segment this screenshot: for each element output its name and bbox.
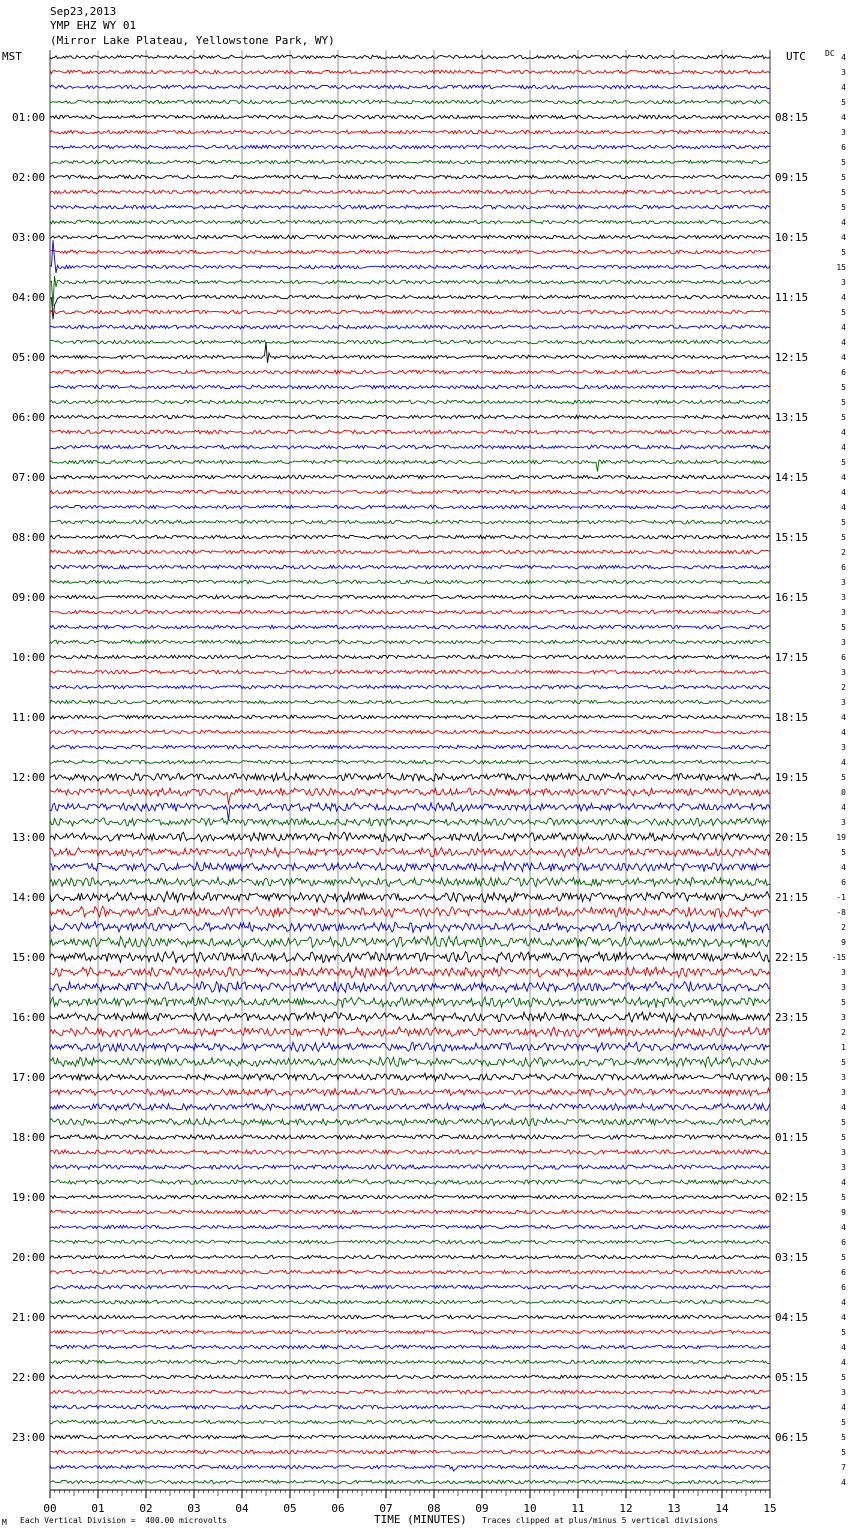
station-location: (Mirror Lake Plateau, Yellowstone Park, WY) <box>50 34 335 47</box>
seismic-trace <box>50 310 770 314</box>
seismic-trace <box>50 1465 770 1471</box>
x-axis-title: TIME (MINUTES) <box>374 1513 467 1526</box>
seismic-trace <box>50 906 770 917</box>
seismic-trace <box>50 1300 770 1304</box>
seismic-trace <box>50 670 770 674</box>
utc-hour-label: 20:15 <box>775 831 809 844</box>
seismic-trace <box>50 160 770 164</box>
utc-hour-label: 22:15 <box>775 951 809 964</box>
dc-offset-label: 15 <box>836 263 846 272</box>
seismic-trace <box>50 250 770 254</box>
utc-hour-label: 23:15 <box>775 1011 809 1024</box>
dc-offset-label: 4 <box>841 428 846 437</box>
dc-offset-label: 5 <box>841 383 846 392</box>
seismic-trace <box>50 1285 770 1289</box>
dc-offset-label: 5 <box>841 1253 846 1262</box>
dc-offset-label: 4 <box>841 53 846 62</box>
seismic-trace <box>50 276 770 306</box>
x-tick-label: 05 <box>283 1502 297 1515</box>
seismic-trace <box>50 803 770 821</box>
seismic-trace <box>50 535 770 539</box>
seismic-trace <box>50 1042 770 1052</box>
seismic-trace <box>50 1073 770 1081</box>
utc-hour-label: 17:15 <box>775 651 809 664</box>
dc-offset-label: 5 <box>841 203 846 212</box>
dc-offset-label: 3 <box>841 608 846 617</box>
seismic-trace <box>50 1450 770 1454</box>
seismic-trace <box>50 1240 770 1244</box>
station-code: YMP EHZ WY 01 <box>50 19 137 32</box>
dc-offset-label: 7 <box>841 1463 846 1472</box>
seismic-trace <box>50 430 770 434</box>
x-tick-label: 14 <box>715 1502 729 1515</box>
seismic-trace <box>50 1390 770 1394</box>
mst-hour-label: 18:00 <box>12 1131 46 1144</box>
seismic-trace <box>50 862 770 872</box>
dc-offset-label: 2 <box>841 548 846 557</box>
dc-offset-label: 4 <box>841 443 846 452</box>
seismic-trace <box>50 342 770 363</box>
dc-offset-label: 6 <box>841 563 846 572</box>
dc-offset-label: 4 <box>841 338 846 347</box>
seismic-trace <box>50 1480 770 1484</box>
seismic-trace <box>50 325 770 329</box>
seismic-trace <box>50 832 770 841</box>
dc-offset-label: 5 <box>841 1328 846 1337</box>
dc-offset-label: 4 <box>841 1298 846 1307</box>
seismic-trace <box>50 1330 770 1334</box>
seismic-trace <box>50 730 770 734</box>
dc-offset-label: 3 <box>841 1148 846 1157</box>
seismic-trace <box>50 1135 770 1139</box>
mst-hour-label: 12:00 <box>12 771 46 784</box>
dc-offset-label: 5 <box>841 308 846 317</box>
x-tick-label: 09 <box>475 1502 489 1515</box>
dc-offset-label: 5 <box>841 848 846 857</box>
seismic-trace <box>50 400 770 404</box>
mst-hour-label: 11:00 <box>12 711 46 724</box>
dc-offset-label: 6 <box>841 368 846 377</box>
dc-offset-label: 4 <box>841 758 846 767</box>
seismic-trace <box>50 685 770 689</box>
utc-hour-label: 00:15 <box>775 1071 809 1084</box>
dc-offset-label: 4 <box>841 1313 846 1322</box>
dc-offset-label: 5 <box>841 1193 846 1202</box>
dc-offset-label: 5 <box>841 413 846 422</box>
dc-offset-label: 4 <box>841 83 846 92</box>
seismic-trace <box>50 370 770 374</box>
mst-hour-label: 19:00 <box>12 1191 46 1204</box>
mst-label: MST <box>2 50 22 63</box>
x-tick-label: 10 <box>523 1502 537 1515</box>
dc-offset-label: 4 <box>841 1103 846 1112</box>
utc-hour-label: 11:15 <box>775 291 809 304</box>
utc-hour-label: 03:15 <box>775 1251 809 1264</box>
seismic-trace <box>50 700 770 704</box>
dc-offset-label: 5 <box>841 1418 846 1427</box>
seismic-trace <box>50 952 770 963</box>
x-tick-label: 13 <box>667 1502 681 1515</box>
dc-offset-label: 3 <box>841 1163 846 1172</box>
dc-offset-label: 3 <box>841 818 846 827</box>
x-tick-label: 06 <box>331 1502 345 1515</box>
seismic-trace <box>50 145 770 149</box>
mst-hour-label: 14:00 <box>12 891 46 904</box>
dc-offset-label: 4 <box>841 728 846 737</box>
seismic-trace <box>50 640 770 644</box>
dc-offset-label: 19 <box>836 833 846 842</box>
mst-hour-label: 03:00 <box>12 231 46 244</box>
seismic-trace <box>50 505 770 509</box>
dc-offset-label: 5 <box>841 98 846 107</box>
dc-offset-label: 4 <box>841 1403 846 1412</box>
mst-hour-label: 20:00 <box>12 1251 46 1264</box>
seismic-trace <box>50 130 770 134</box>
corner-mark: M <box>2 1518 7 1527</box>
dc-offset-label: 4 <box>841 218 846 227</box>
seismic-trace <box>50 655 770 659</box>
seismic-trace <box>50 1210 770 1214</box>
dc-offset-label: 6 <box>841 143 846 152</box>
dc-offset-label: 2 <box>841 923 846 932</box>
dc-offset-label: 3 <box>841 1088 846 1097</box>
seismic-trace <box>50 445 770 449</box>
seismic-trace <box>50 715 770 719</box>
mst-hour-label: 17:00 <box>12 1071 46 1084</box>
dc-offset-label: 5 <box>841 773 846 782</box>
utc-hour-label: 02:15 <box>775 1191 809 1204</box>
seismic-trace <box>50 550 770 554</box>
dc-offset-label: 4 <box>841 713 846 722</box>
seismic-trace <box>50 1088 770 1095</box>
dc-offset-label: 3 <box>841 698 846 707</box>
time-axis <box>43 1490 776 1515</box>
seismic-trace <box>50 997 770 1008</box>
dc-offset-label: 2 <box>841 1028 846 1037</box>
dc-offset-label: 6 <box>841 878 846 887</box>
dc-offset-label: 3 <box>841 128 846 137</box>
seismic-trace <box>50 595 770 599</box>
seismic-trace <box>50 1180 770 1184</box>
seismic-trace <box>50 1027 770 1037</box>
dc-label: DC <box>825 49 835 58</box>
seismic-trace <box>50 1375 770 1379</box>
dc-offset-label: 9 <box>841 938 846 947</box>
dc-offset-label: 3 <box>841 983 846 992</box>
x-tick-label: 12 <box>619 1502 633 1515</box>
seismic-trace <box>50 1435 770 1439</box>
dc-offset-label: 4 <box>841 113 846 122</box>
seismic-trace <box>50 1315 770 1319</box>
dc-offset-label: 3 <box>841 743 846 752</box>
seismic-trace <box>50 475 770 479</box>
seismic-trace <box>50 385 770 389</box>
seismic-trace <box>50 70 770 74</box>
dc-offset-label: 5 <box>841 188 846 197</box>
seismic-trace <box>50 773 770 781</box>
dc-offset-label: 3 <box>841 968 846 977</box>
seismic-trace <box>50 415 770 419</box>
seismic-trace <box>50 1420 770 1424</box>
mst-hour-label: 13:00 <box>12 831 46 844</box>
dc-offset-label: 3 <box>841 638 846 647</box>
seismic-trace <box>50 115 770 119</box>
mst-hour-label: 08:00 <box>12 531 46 544</box>
seismic-trace <box>50 892 770 903</box>
dc-offset-label: 6 <box>841 1283 846 1292</box>
seismic-trace <box>50 85 770 89</box>
x-tick-label: 11 <box>571 1502 585 1515</box>
utc-hour-label: 16:15 <box>775 591 809 604</box>
dc-offset-label: 4 <box>841 803 846 812</box>
record-date: Sep23,2013 <box>50 5 117 18</box>
x-tick-label: 15 <box>763 1502 777 1515</box>
dc-offset-label: -1 <box>836 893 846 902</box>
seismic-trace <box>50 235 770 239</box>
seismic-trace <box>50 1270 770 1274</box>
seismic-trace <box>50 610 770 614</box>
dc-offset-label: 4 <box>841 1478 846 1487</box>
seismic-trace <box>50 55 770 59</box>
seismic-trace <box>50 565 770 569</box>
dc-offset-label: 5 <box>841 1133 846 1142</box>
seismic-trace <box>50 295 770 319</box>
mst-hour-label: 04:00 <box>12 291 46 304</box>
seismic-trace <box>50 220 770 224</box>
seismic-trace <box>50 205 770 209</box>
mst-hour-label: 22:00 <box>12 1371 46 1384</box>
mst-hour-label: 10:00 <box>12 651 46 664</box>
dc-offset-label: 1 <box>841 1043 846 1052</box>
dc-offset-label: 3 <box>841 1388 846 1397</box>
dc-offset-label: 5 <box>841 1373 846 1382</box>
utc-hour-label: 04:15 <box>775 1311 809 1324</box>
utc-hour-label: 01:15 <box>775 1131 809 1144</box>
dc-offset-label: 4 <box>841 1343 846 1352</box>
dc-offset-label: 6 <box>841 1268 846 1277</box>
dc-offset-label: 3 <box>841 1013 846 1022</box>
utc-hour-label: 12:15 <box>775 351 809 364</box>
mst-hour-label: 06:00 <box>12 411 46 424</box>
seismic-trace <box>50 788 770 805</box>
utc-hour-label: 15:15 <box>775 531 809 544</box>
seismic-trace <box>50 760 770 764</box>
dc-offset-label: 4 <box>841 503 846 512</box>
dc-offset-label: 3 <box>841 593 846 602</box>
seismic-trace <box>50 580 770 584</box>
seismic-trace <box>50 1057 770 1067</box>
dc-offset-label: 3 <box>841 1073 846 1082</box>
dc-offset-label: 5 <box>841 173 846 182</box>
seismic-trace <box>50 818 770 826</box>
utc-hour-label: 08:15 <box>775 111 809 124</box>
seismic-trace <box>50 175 770 179</box>
seismic-trace <box>50 1345 770 1349</box>
dc-offset-label: 2 <box>841 683 846 692</box>
seismic-trace <box>50 1150 770 1154</box>
mst-hour-label: 16:00 <box>12 1011 46 1024</box>
dc-offset-label: 4 <box>841 293 846 302</box>
seismic-trace <box>50 100 770 104</box>
dc-offset-label: 6 <box>841 1238 846 1247</box>
scale-note: Each Vertical Division = 400.00 microvolts <box>20 1516 228 1525</box>
dc-offset-label: 5 <box>841 998 846 1007</box>
clip-note: Traces clipped at plus/minus 5 vertical divisions <box>482 1516 719 1525</box>
mst-hour-label: 05:00 <box>12 351 46 364</box>
utc-hour-label: 14:15 <box>775 471 809 484</box>
dc-offset-label: 5 <box>841 158 846 167</box>
dc-offset-label: 0 <box>841 788 846 797</box>
utc-hour-label: 19:15 <box>775 771 809 784</box>
dc-offset-label: 6 <box>841 653 846 662</box>
dc-offset-label: 4 <box>841 1358 846 1367</box>
dc-offset-label: 4 <box>841 353 846 362</box>
seismic-trace <box>50 1405 770 1409</box>
seismic-trace <box>50 922 770 933</box>
seismic-trace <box>50 936 770 947</box>
dc-offset-label: 4 <box>841 473 846 482</box>
x-tick-label: 02 <box>139 1502 153 1515</box>
seismic-trace <box>50 877 770 887</box>
utc-label: UTC <box>786 50 806 63</box>
utc-hour-label: 06:15 <box>775 1431 809 1444</box>
dc-offset-label: 5 <box>841 1118 846 1127</box>
dc-offset-label: 5 <box>841 248 846 257</box>
x-tick-label: 00 <box>43 1502 57 1515</box>
x-tick-label: 03 <box>187 1502 201 1515</box>
seismic-trace <box>50 1225 770 1229</box>
seismic-trace <box>50 1012 770 1022</box>
mst-hour-label: 15:00 <box>12 951 46 964</box>
seismic-trace <box>50 847 770 857</box>
seismic-trace <box>50 1195 770 1199</box>
dc-offset-label: 9 <box>841 1208 846 1217</box>
mst-hour-label: 23:00 <box>12 1431 46 1444</box>
dc-offset-label: 5 <box>841 623 846 632</box>
x-tick-label: 08 <box>427 1502 441 1515</box>
seismic-trace <box>50 240 770 273</box>
seismic-trace <box>50 1255 770 1259</box>
seismic-trace <box>50 190 770 194</box>
mst-hour-label: 07:00 <box>12 471 46 484</box>
dc-offset-label: 5 <box>841 1448 846 1457</box>
seismic-trace <box>50 490 770 494</box>
dc-offset-label: -15 <box>831 953 846 962</box>
seismic-trace <box>50 967 770 978</box>
seismic-trace <box>50 625 770 629</box>
seismic-trace <box>50 460 770 472</box>
dc-offset-label: 3 <box>841 68 846 77</box>
dc-offset-label: 5 <box>841 1058 846 1067</box>
dc-offset-label: 3 <box>841 278 846 287</box>
utc-hour-label: 18:15 <box>775 711 809 724</box>
dc-offset-label: 4 <box>841 1223 846 1232</box>
mst-hour-label: 09:00 <box>12 591 46 604</box>
seismogram-traces <box>50 55 770 1484</box>
dc-offset-label: 3 <box>841 578 846 587</box>
dc-offset-label: 4 <box>841 323 846 332</box>
utc-hour-label: 21:15 <box>775 891 809 904</box>
dc-offset-label: 3 <box>841 668 846 677</box>
utc-hour-label: 05:15 <box>775 1371 809 1384</box>
seismic-trace <box>50 981 770 992</box>
mst-hour-label: 02:00 <box>12 171 46 184</box>
dc-offset-label: 4 <box>841 233 846 242</box>
x-tick-label: 04 <box>235 1502 249 1515</box>
utc-hour-label: 13:15 <box>775 411 809 424</box>
mst-hour-label: 01:00 <box>12 111 46 124</box>
utc-hour-label: 09:15 <box>775 171 809 184</box>
x-tick-label: 01 <box>91 1502 105 1515</box>
seismic-trace <box>50 1103 770 1110</box>
dc-offset-label: 4 <box>841 1178 846 1187</box>
seismic-trace <box>50 1165 770 1169</box>
dc-offset-label: 5 <box>841 533 846 542</box>
seismic-trace <box>50 1118 770 1126</box>
seismic-trace <box>50 1360 770 1364</box>
dc-offset-label: 5 <box>841 398 846 407</box>
x-tick-label: 07 <box>379 1502 393 1515</box>
dc-offset-label: 5 <box>841 458 846 467</box>
dc-offset-label: 4 <box>841 488 846 497</box>
dc-offset-label: 4 <box>841 863 846 872</box>
seismic-trace <box>50 340 770 344</box>
dc-offset-label: -8 <box>836 908 846 917</box>
seismic-trace <box>50 520 770 524</box>
mst-hour-label: 21:00 <box>12 1311 46 1324</box>
seismic-trace <box>50 745 770 749</box>
dc-offset-label: 5 <box>841 518 846 527</box>
dc-offset-label: 5 <box>841 1433 846 1442</box>
utc-hour-label: 10:15 <box>775 231 809 244</box>
